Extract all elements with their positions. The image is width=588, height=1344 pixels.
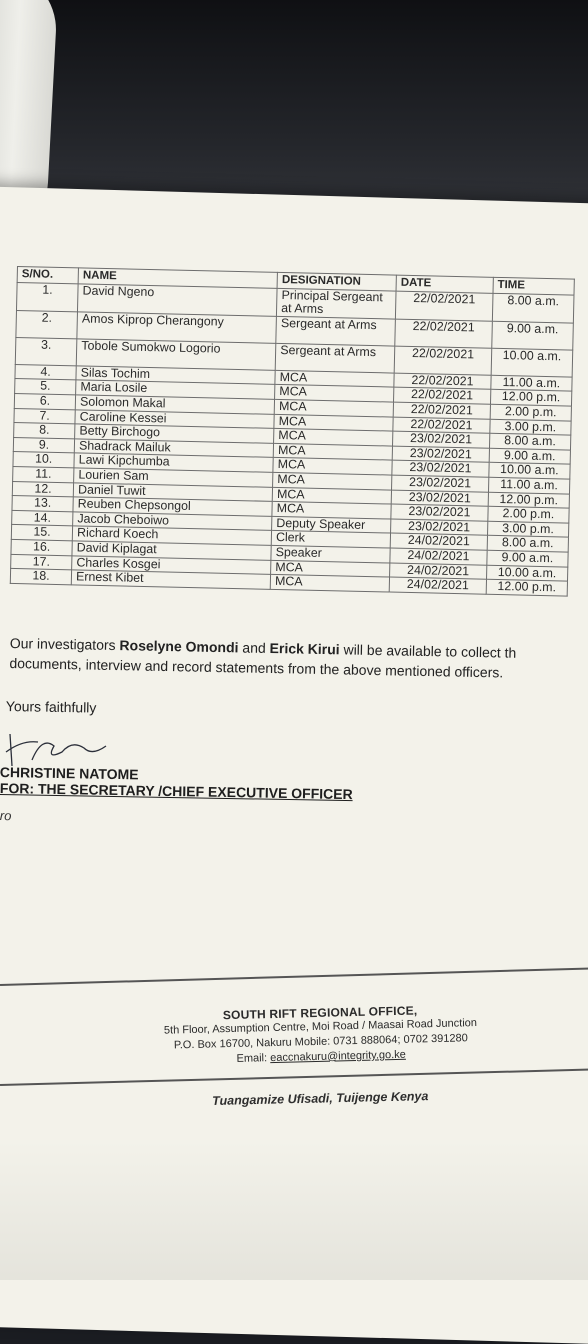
footer-address-line-1: 5th Floor, Assumption Centre, Moi Road / Maasai Road Junction — [163, 1017, 478, 1037]
cell-time: 8.00 a.m. — [487, 536, 568, 552]
cell-designation: MCA — [273, 458, 392, 475]
investigator-name-2: Erick Kirui — [269, 639, 340, 658]
para-line2: documents, interview and record statements from the above mentioned officers. — [9, 654, 504, 681]
cell-date: 22/02/2021 — [395, 319, 492, 348]
cell-sno: 5. — [15, 379, 76, 395]
cell-time: 3.00 p.m. — [490, 419, 571, 435]
cell-designation: MCA — [270, 574, 389, 591]
cell-designation: MCA — [274, 414, 393, 431]
cell-name: Charles Kosgei — [72, 555, 271, 574]
cell-designation: Clerk — [271, 531, 390, 548]
cell-name: David Ngeno — [78, 283, 278, 316]
cell-time: 9.00 a.m. — [489, 448, 570, 464]
cell-name: Daniel Tuwit — [73, 482, 272, 501]
cell-time: 8.00 a.m. — [489, 433, 570, 449]
cell-designation: MCA — [274, 399, 393, 416]
schedule-table-wrap — [10, 266, 585, 596]
cell-sno: 18. — [10, 569, 71, 585]
header-date: DATE — [396, 275, 493, 293]
signer-title: FOR: THE SECRETARY /CHIEF EXECUTIVE OFFICER — [0, 780, 353, 803]
para-line1-start: Our investigators — [9, 634, 120, 654]
cell-name: Maria Losile — [76, 380, 275, 399]
investigators-paragraph — [9, 633, 588, 684]
cell-date: 24/02/2021 — [390, 563, 487, 580]
cell-designation: MCA — [274, 429, 393, 446]
cell-date: 23/02/2021 — [391, 519, 488, 536]
cell-date: 22/02/2021 — [393, 402, 490, 419]
cell-date: 22/02/2021 — [393, 417, 490, 434]
footer-office-name: SOUTH RIFT REGIONAL OFFICE, — [222, 1003, 418, 1023]
investigator-name-1: Roselyne Omondi — [119, 637, 239, 656]
cell-date: 24/02/2021 — [390, 533, 487, 550]
cell-sno: 4. — [15, 364, 76, 380]
table-body — [10, 282, 574, 596]
cell-sno: 3. — [15, 337, 77, 365]
cell-time: 10.00 a.m. — [491, 348, 573, 377]
header-designation: DESIGNATION — [277, 272, 396, 290]
cell-time: 10.00 a.m. — [489, 463, 570, 479]
header-time: TIME — [493, 277, 575, 294]
cell-name: Lawi Kipchumba — [74, 453, 273, 472]
cell-sno: 10. — [13, 452, 74, 468]
cell-name: Amos Kiprop Cherangony — [77, 312, 277, 344]
cell-name: Caroline Kessei — [75, 409, 274, 428]
cell-sno: 12. — [12, 481, 73, 497]
cell-time: 12.00 p.m. — [486, 579, 567, 595]
cell-date: 22/02/2021 — [394, 373, 491, 390]
cell-name: Silas Tochim — [76, 366, 275, 385]
cell-date: 23/02/2021 — [393, 431, 490, 448]
cell-date: 23/02/2021 — [392, 475, 489, 492]
cell-date: 22/02/2021 — [394, 387, 491, 404]
cell-designation: MCA — [275, 385, 394, 402]
cell-sno: 11. — [13, 466, 74, 482]
cc-initials: ro — [0, 808, 12, 824]
cell-date: 22/02/2021 — [394, 346, 491, 375]
footer-email-label: Email: — [236, 1052, 271, 1065]
cell-name: Ernest Kibet — [71, 570, 270, 589]
paper-shade — [0, 1140, 588, 1280]
cell-time: 12.00 p.m. — [488, 492, 569, 508]
footer-address-block — [150, 1002, 491, 1069]
cell-name: Solomon Makal — [75, 395, 274, 414]
cell-designation: MCA — [272, 501, 391, 518]
cell-name: Reuben Chepsongol — [73, 497, 272, 516]
para-line1-end: will be available to collect th — [339, 641, 517, 661]
cell-sno: 16. — [11, 539, 72, 555]
cell-designation: MCA — [271, 560, 390, 577]
cell-sno: 17. — [11, 554, 72, 570]
cell-time: 2.00 p.m. — [490, 404, 571, 420]
cell-time: 10.00 a.m. — [486, 565, 567, 581]
cell-time: 9.00 a.m. — [487, 550, 568, 566]
cell-sno: 2. — [16, 310, 78, 338]
cell-name: Richard Koech — [72, 526, 271, 545]
cell-designation: Sergeant at Arms — [276, 316, 396, 346]
cell-date: 23/02/2021 — [392, 446, 489, 463]
signer-name: CHRISTINE NATOME — [0, 764, 139, 783]
cell-time: 11.00 a.m. — [488, 477, 569, 493]
cell-name: Tobole Sumokwo Logorio — [76, 339, 276, 371]
cell-designation: MCA — [275, 370, 394, 387]
cell-date: 24/02/2021 — [390, 548, 487, 565]
cell-sno: 8. — [14, 423, 75, 439]
para-line1-and: and — [238, 639, 270, 656]
cell-name: Lourien Sam — [74, 468, 273, 487]
cell-name: David Kiplagat — [72, 541, 271, 560]
cell-time: 12.00 p.m. — [490, 390, 571, 406]
cell-designation: Principal Sergeant at Arms — [277, 288, 397, 319]
cell-sno: 9. — [13, 437, 74, 453]
cell-date: 23/02/2021 — [391, 490, 488, 507]
cell-time: 2.00 p.m. — [488, 506, 569, 522]
footer-motto: Tuangamize Ufisadi, Tuijenge Kenya — [212, 1089, 429, 1108]
footer-address-line-2: P.O. Box 16700, Nakuru Mobile: 0731 888064; 0702 391280 — [173, 1032, 468, 1052]
cell-time: 9.00 a.m. — [492, 321, 574, 350]
cell-designation: MCA — [272, 487, 391, 504]
cell-name: Betty Birchogo — [75, 424, 274, 443]
cell-sno: 14. — [12, 510, 73, 526]
cell-name: Shadrack Mailuk — [74, 439, 273, 458]
cell-date: 23/02/2021 — [391, 504, 488, 521]
interview-schedule-table — [10, 266, 575, 596]
cell-name: Jacob Cheboiwo — [73, 512, 272, 531]
cell-designation: Sergeant at Arms — [275, 343, 395, 373]
cell-sno: 6. — [14, 393, 75, 409]
cell-designation: MCA — [273, 472, 392, 489]
footer-rule-bottom — [0, 1068, 588, 1086]
cell-time: 11.00 a.m. — [491, 375, 572, 391]
closing-salutation: Yours faithfully — [5, 698, 97, 716]
footer-rule-top — [0, 967, 588, 986]
cell-sno: 15. — [11, 525, 72, 541]
cell-time: 8.00 a.m. — [492, 293, 574, 323]
cell-sno: 1. — [16, 282, 78, 312]
footer-email-link[interactable]: eaccnakuru@integrity.go.ke — [270, 1048, 406, 1065]
cell-date: 23/02/2021 — [392, 460, 489, 477]
cell-date: 24/02/2021 — [389, 577, 486, 594]
cell-sno: 13. — [12, 496, 73, 512]
cell-date: 22/02/2021 — [395, 291, 492, 321]
cell-sno: 7. — [14, 408, 75, 424]
cell-time: 3.00 p.m. — [487, 521, 568, 537]
cell-designation: Deputy Speaker — [272, 516, 391, 533]
header-sno: S/NO. — [17, 267, 78, 284]
cell-designation: Speaker — [271, 545, 390, 562]
header-name: NAME — [78, 268, 277, 288]
cell-designation: MCA — [273, 443, 392, 460]
